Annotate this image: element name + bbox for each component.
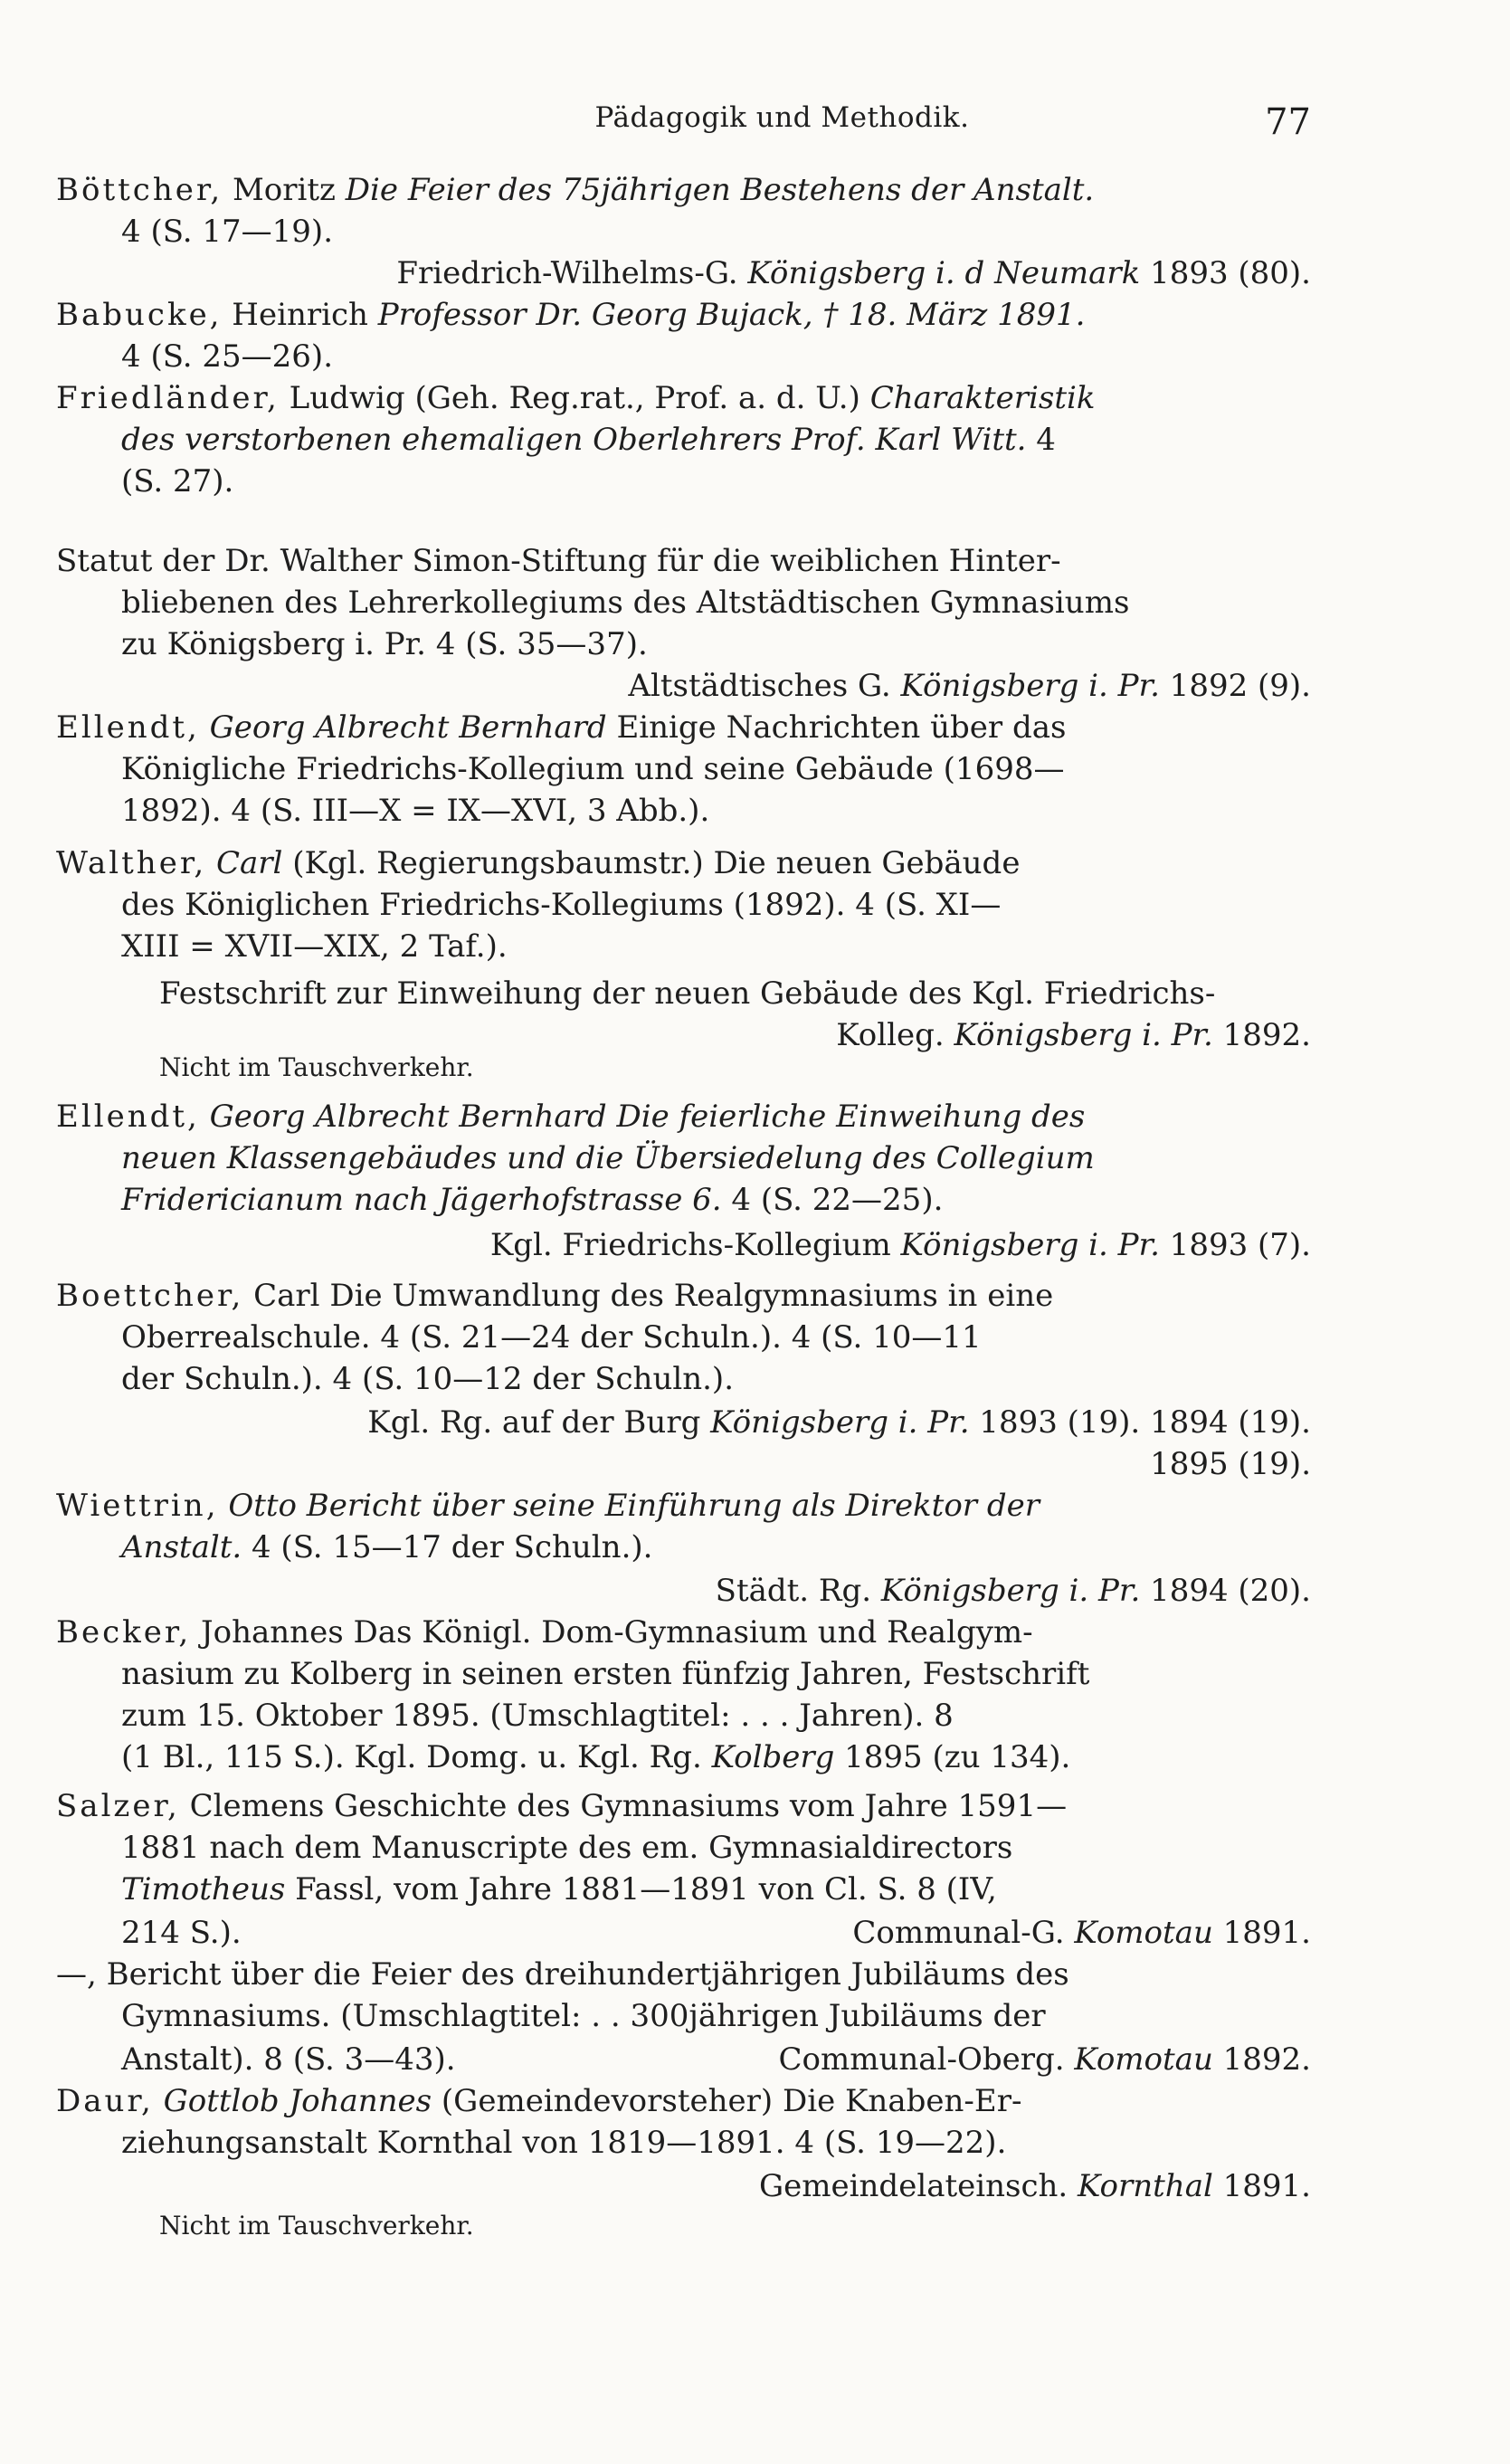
entry-ellendt-2-line-3: Fridericianum nach Jägerhofstrasse 6. 4 (S. 22—25). (121, 1182, 944, 1218)
entry-wiettrin-line-2: Anstalt. 4 (S. 15—17 der Schuln.). (121, 1529, 653, 1565)
entry-walther-note: Nicht im Tauschverkehr. (159, 1052, 474, 1082)
entry-salzer-line-1: Salzer, Clemens Geschichte des Gymnasiums vom Jahre 1591— (56, 1788, 1068, 1824)
entry-friedlaender-line-3: (S. 27). (121, 463, 234, 499)
entry-boettcher-line-2: Oberrealschule. 4 (S. 21—24 der Schuln.). 4 (S. 10—11 (121, 1319, 982, 1356)
entry-statut-source: Altstädtisches G. Königsberg i. Pr. 1892 (9). (628, 668, 1311, 704)
entry-walther-festschrift: Festschrift zur Einweihung der neuen Gebäude des Kgl. Friedrichs- (159, 975, 1216, 1012)
entry-daur-line-2: ziehungsanstalt Kornthal von 1819—1891. 4 (S. 19—22). (121, 2125, 1007, 2161)
entry-daur-source: Gemeindelateinsch. Kornthal 1891. (759, 2168, 1311, 2204)
entry-walther-line-1: Walther, Carl (Kgl. Regierungsbaumstr.) Die neuen Gebäude (56, 845, 1021, 881)
entry-bericht-line-2: Gymnasiums. (Umschlagtitel: . . 300jährigen Jubiläums der (121, 1998, 1046, 2034)
entry-boettcher-line-1: Boettcher, Carl Die Umwandlung des Realgymnasiums in eine (56, 1278, 1054, 1314)
entry-walther-source: Kolleg. Königsberg i. Pr. 1892. (836, 1017, 1311, 1053)
entry-friedlaender-line-2: des verstorbenen ehemaligen Oberlehrers Prof. Karl Witt. 4 (121, 422, 1056, 458)
entry-walther-line-2: des Königlichen Friedrichs-Kollegiums (1892). 4 (S. XI— (121, 887, 1002, 923)
entry-ellendt-1-line-1: Ellendt, Georg Albrecht Bernhard Einige Nachrichten über das (56, 709, 1067, 746)
entry-salzer-source: Communal-G. Komotau 1891. (852, 1915, 1311, 1951)
entry-becker-line-1: Becker, Johannes Das Königl. Dom-Gymnasium und Realgym- (56, 1614, 1033, 1651)
entry-becker-line-4: (1 Bl., 115 S.). Kgl. Domg. u. Kgl. Rg. Kolberg 1895 (zu 134). (121, 1739, 1071, 1775)
entry-ellendt-2-source: Kgl. Friedrichs-Kollegium Königsberg i. Pr. 1893 (7). (489, 1227, 1311, 1263)
page-number: 77 (1265, 101, 1311, 143)
entry-bottcher-line-1: Böttcher, Moritz Die Feier des 75jährigen Bestehens der Anstalt. (56, 172, 1095, 208)
entry-ellendt-1-line-2: Königliche Friedrichs-Kollegium und seine Gebäude (1698— (121, 751, 1065, 787)
entry-salzer-line-4: 214 S.). (121, 1915, 242, 1951)
entry-ellendt-2-line-1: Ellendt, Georg Albrecht Bernhard Die feierliche Einweihung des (56, 1099, 1086, 1135)
entry-salzer-line-3: Timotheus Fassl, vom Jahre 1881—1891 von Cl. S. 8 (IV, (121, 1871, 997, 1907)
entry-ellendt-1-line-3: 1892). 4 (S. III—X = IX—XVI, 3 Abb.). (121, 793, 710, 829)
entry-boettcher-line-3: der Schuln.). 4 (S. 10—12 der Schuln.). (121, 1361, 734, 1397)
entry-babucke-line-1: Babucke, Heinrich Professor Dr. Georg Bujack, † 18. März 1891. (56, 297, 1086, 333)
entry-statut-line-1: Statut der Dr. Walther Simon-Stiftung für die weiblichen Hinter- (56, 543, 1061, 579)
entry-becker-line-3: zum 15. Oktober 1895. (Umschlagtitel: . . . Jahren). 8 (121, 1698, 954, 1734)
entry-becker-line-2: nasium zu Kolberg in seinen ersten fünfzig Jahren, Festschrift (121, 1656, 1090, 1692)
entry-babucke-line-2: 4 (S. 25—26). (121, 338, 333, 375)
entry-bericht-source: Communal-Oberg. Komotau 1892. (778, 2041, 1311, 2078)
entry-daur-line-1: Daur, Gottlob Johannes (Gemeindevorsteher) Die Knaben-Er- (56, 2083, 1022, 2119)
entry-boettcher-source-1: Kgl. Rg. auf der Burg Königsberg i. Pr. 1893 (19). 1894 (19). (367, 1404, 1311, 1441)
entry-bottcher-source: Friedrich-Wilhelms-G. Königsberg i. d Neumark 1893 (80). (396, 255, 1311, 291)
entry-bericht-line-3: Anstalt). 8 (S. 3—43). (121, 2041, 456, 2078)
entry-friedlaender-line-1: Friedländer, Ludwig (Geh. Reg.rat., Prof. a. d. U.) Charakteristik (56, 380, 1096, 416)
entry-bottcher-line-2: 4 (S. 17—19). (121, 214, 333, 250)
entry-bericht-line-1: —, Bericht über die Feier des dreihundertjährigen Jubiläums des (56, 1956, 1069, 1993)
entry-statut-line-2: bliebenen des Lehrerkollegiums des Altstädtischen Gymnasiums (121, 585, 1130, 621)
entry-daur-note: Nicht im Tauschverkehr. (159, 2211, 474, 2240)
entry-ellendt-2-line-2: neuen Klassengebäudes und die Übersiedelung des Collegium (121, 1140, 1095, 1176)
entry-walther-line-3: XIII = XVII—XIX, 2 Taf.). (121, 928, 508, 965)
entry-wiettrin-line-1: Wiettrin, Otto Bericht über seine Einführung als Direktor der (56, 1488, 1040, 1524)
running-header: Pädagogik und Methodik. (594, 101, 970, 134)
entry-salzer-line-2: 1881 nach dem Manuscripte des em. Gymnasialdirectors (121, 1830, 1013, 1866)
entry-boettcher-source-2: 1895 (19). (1150, 1446, 1311, 1482)
entry-statut-line-3: zu Königsberg i. Pr. 4 (S. 35—37). (121, 626, 648, 662)
entry-wiettrin-source: Städt. Rg. Königsberg i. Pr. 1894 (20). (715, 1573, 1311, 1609)
